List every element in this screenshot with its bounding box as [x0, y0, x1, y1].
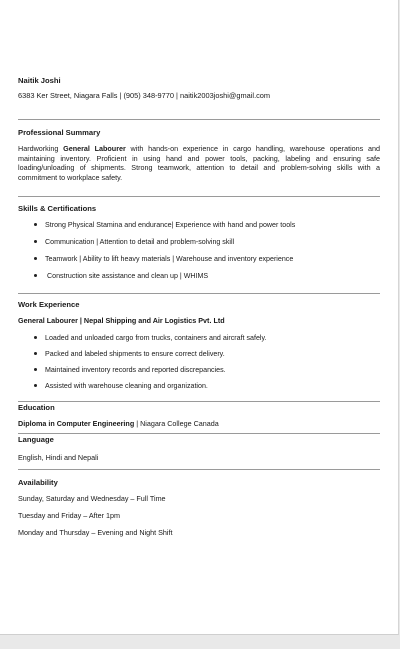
contact-line: 6383 Ker Street, Niagara Falls | (905) 348-9770 | naitik2003joshi@gmail.com [18, 91, 271, 100]
experience-item: Packed and labeled shipments to ensure correct delivery. [18, 349, 380, 359]
skill-item: Teamwork | Ability to lift heavy materials | Warehouse and inventory experience [18, 254, 380, 264]
availability-line: Sunday, Saturday and Wednesday – Full Time [18, 493, 166, 503]
summary-text-before: Hardworking [18, 144, 64, 153]
availability-line: Tuesday and Friday – After 1pm [18, 510, 121, 520]
section-divider [18, 469, 380, 470]
experience-list [18, 333, 380, 391]
resume-content [18, 76, 380, 538]
skill-item: Communication | Attention to detail and problem-solving skill [18, 237, 380, 247]
language-heading: Language [18, 434, 54, 444]
section-divider [18, 196, 380, 197]
candidate-name: Naitik Joshi [18, 76, 61, 85]
skill-item: Strong Physical Stamina and endurance| Experience with hand and power tools [18, 220, 380, 230]
availability-line: Monday and Thursday – Evening and Night Shift [18, 527, 173, 537]
summary-heading: Professional Summary [18, 128, 101, 137]
section-divider [18, 119, 380, 120]
experience-role: General Labourer | Nepal Shipping and Air Logistics Pvt. Ltd [18, 315, 225, 325]
experience-item: Assisted with warehouse cleaning and organization. [18, 381, 380, 391]
experience-item: Maintained inventory records and reported discrepancies. [18, 365, 380, 375]
availability-heading: Availability [18, 477, 58, 487]
summary-text-bold: General Labourer [63, 144, 126, 153]
section-divider [18, 433, 380, 434]
education-line [18, 419, 380, 429]
section-divider [18, 401, 380, 402]
education-school: | Niagara College Canada [134, 418, 219, 428]
section-divider [18, 293, 380, 294]
skills-heading: Skills & Certifications [18, 203, 97, 213]
education-heading: Education [18, 402, 55, 412]
skill-item: Construction site assistance and clean up | WHIMS [18, 271, 380, 281]
skills-list [18, 220, 380, 281]
summary-text-after: with hands-on experience in cargo handling, warehouse operations and maintaining inventory. Proficient in using hand and power tools, packing, labeling and ensuring safe loading/unloading of shipments. Strong teamwork, attention to detail and problem-solving skills with a commitment to workplace safety. [18, 144, 381, 183]
experience-item: Loaded and unloaded cargo from trucks, containers and aircraft safely. [18, 333, 380, 343]
language-text: English, Hindi and Nepali [18, 452, 99, 462]
education-degree: Diploma in Computer Engineering [18, 418, 135, 428]
experience-heading: Work Experience [18, 299, 80, 309]
summary-paragraph [18, 144, 380, 183]
